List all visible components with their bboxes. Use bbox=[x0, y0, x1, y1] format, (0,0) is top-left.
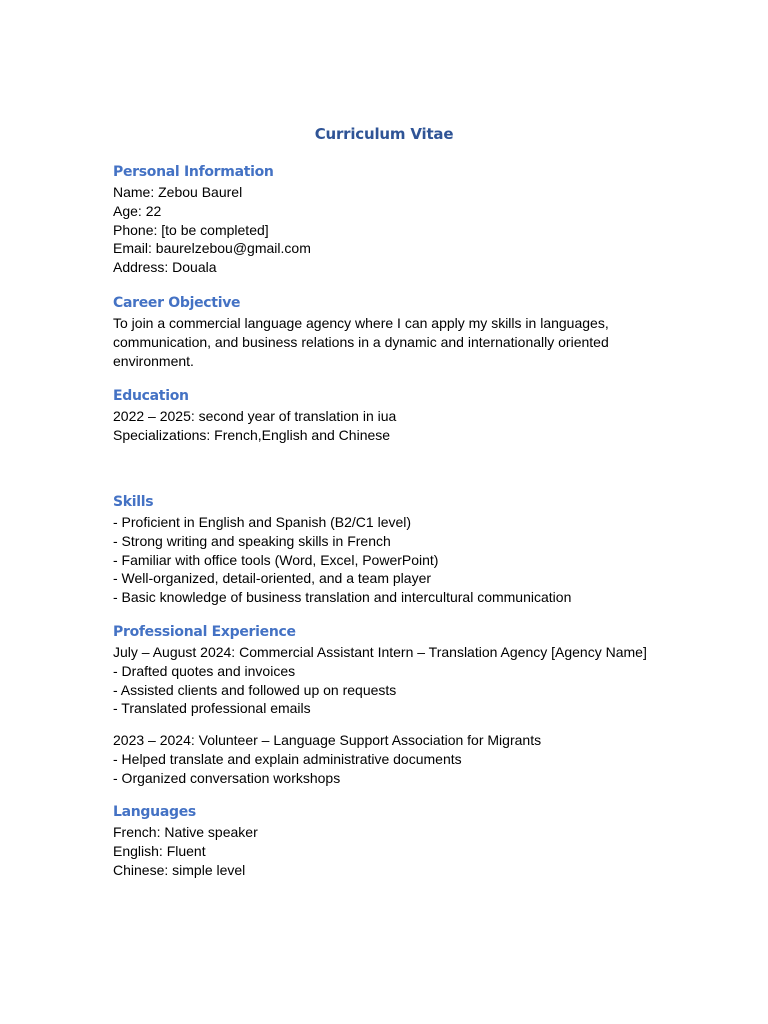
heading-languages: Languages bbox=[113, 804, 196, 820]
skill-item: - Basic knowledge of business translation and intercultural communication bbox=[113, 589, 572, 606]
heading-education: Education bbox=[113, 388, 189, 404]
education-specializations: Specializations: French,English and Chinese bbox=[113, 426, 391, 443]
personal-name: Name: Zebou Baurel bbox=[113, 184, 243, 200]
document-title: Curriculum Vitae bbox=[314, 125, 454, 143]
skill-item: - Well-organized, detail-oriented, and a team player bbox=[113, 570, 432, 587]
heading-skills: Skills bbox=[113, 494, 154, 510]
skill-item: - Proficient in English and Spanish (B2/C1 level) bbox=[113, 514, 412, 530]
section-languages bbox=[113, 801, 673, 879]
experience-job1-duty: - Drafted quotes and invoices bbox=[113, 662, 296, 679]
skill-item: - Familiar with office tools (Word, Excel, PowerPoint) bbox=[113, 551, 439, 568]
section-personal-information bbox=[113, 161, 673, 277]
experience-job2-title: 2023 – 2024: Volunteer – Language Support Association for Migrants bbox=[113, 732, 542, 749]
experience-job1-duty: - Assisted clients and followed up on requests bbox=[113, 681, 397, 698]
heading-career-objective: Career Objective bbox=[113, 295, 241, 311]
experience-job2-duty: - Helped translate and explain administrative documents bbox=[113, 750, 462, 767]
experience-job1-duty: - Translated professional emails bbox=[113, 700, 311, 717]
section-professional-experience bbox=[113, 621, 673, 788]
language-english: English: Fluent bbox=[113, 842, 206, 859]
section-skills bbox=[113, 491, 673, 607]
personal-address: Address: Douala bbox=[113, 259, 217, 276]
section-education bbox=[113, 385, 673, 445]
experience-spacer bbox=[113, 718, 673, 731]
language-french: French: Native speaker bbox=[113, 824, 258, 840]
experience-job1-title: July – August 2024: Commercial Assistant Intern – Translation Agency [Agency Name] bbox=[113, 644, 647, 660]
skill-item: - Strong writing and speaking skills in French bbox=[113, 532, 391, 549]
personal-phone: Phone: [to be completed] bbox=[113, 221, 269, 238]
personal-email: Email: baurelzebou@gmail.com bbox=[113, 240, 311, 257]
personal-age: Age: 22 bbox=[113, 202, 162, 219]
education-degree: 2022 – 2025: second year of translation in iua bbox=[113, 408, 397, 424]
heading-professional-experience: Professional Experience bbox=[113, 624, 296, 640]
experience-job2-duty: - Organized conversation workshops bbox=[113, 769, 341, 786]
language-chinese: Chinese: simple level bbox=[113, 861, 246, 878]
section-career-objective bbox=[113, 292, 673, 370]
career-objective-text: To join a commercial language agency where I can apply my skills in languages, communication, and business relations in a dynamic and internationally oriented environment. bbox=[113, 315, 609, 369]
heading-personal-information: Personal Information bbox=[113, 164, 274, 180]
